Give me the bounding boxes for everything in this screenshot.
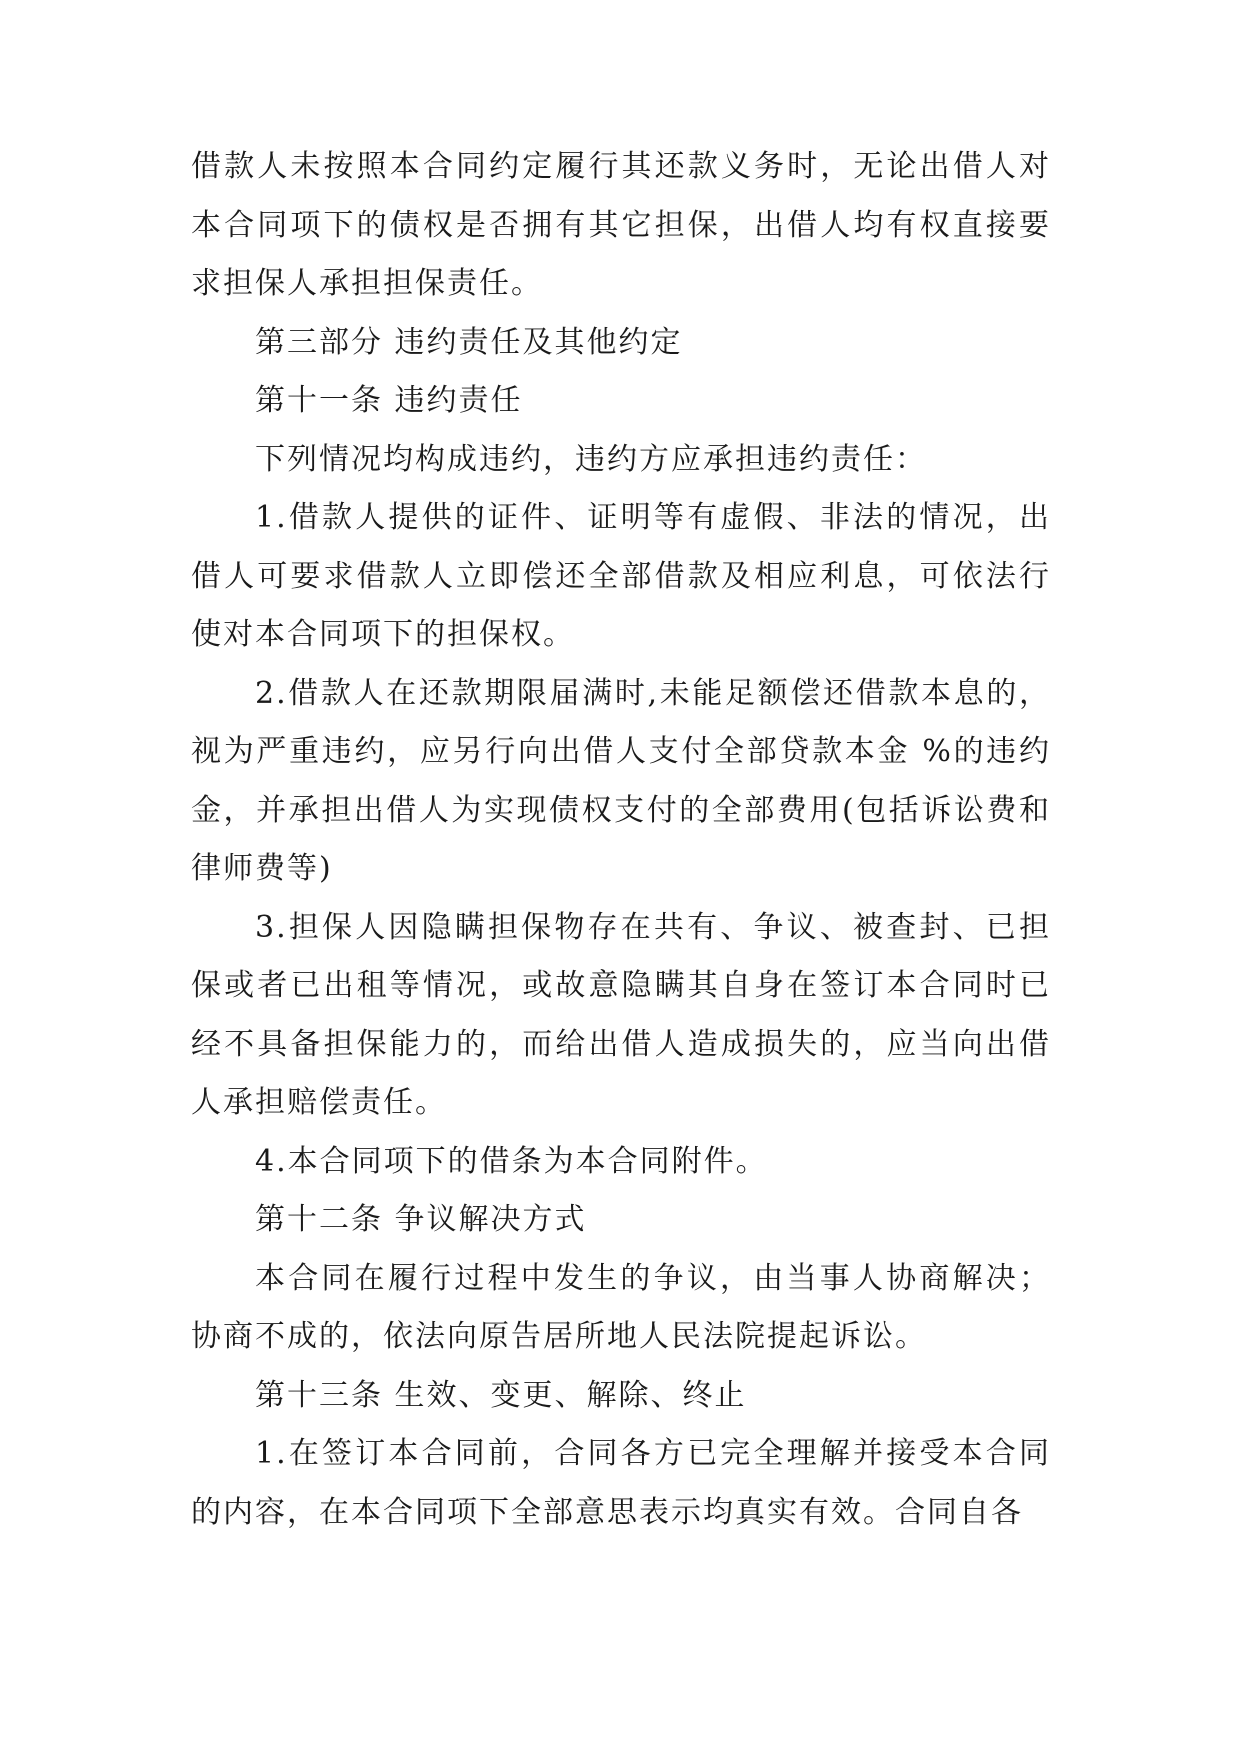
- list-item-breach-4: 4.本合同项下的借条为本合同附件。: [255, 1143, 768, 1179]
- section-heading-part-three: 第三部分 违约责任及其他约定: [255, 324, 683, 360]
- list-item-effect-1: 1.在签订本合同前，合同各方已完全理解并接受本合同的内容，在本合同项下全部意思表示均真实有效。合同自各: [191, 1436, 1051, 1530]
- article-heading-13: 第十三条 生效、变更、解除、终止: [255, 1377, 747, 1413]
- article-heading-11: 第十一条 违约责任: [255, 383, 523, 418]
- document-body: [191, 138, 1051, 1542]
- list-item-breach-2: 2.借款人在还款期限届满时,未能足额偿还借款本息的，视为严重违约，应另行向出借人支付全部贷款本金 %的违约金，并承担出借人为实现债权支付的全部费用(包括诉讼费和律师费等): [191, 675, 1051, 886]
- paragraph-dispute-resolution: 本合同在履行过程中发生的争议，由当事人协商解决；协商不成的，依法向原告居所地人民法院提起诉讼。: [191, 1260, 1051, 1354]
- paragraph-guarantor-liability: 借款人未按照本合同约定履行其还款义务时，无论出借人对本合同项下的债权是否拥有其它担保，出借人均有权直接要求担保人承担担保责任。: [191, 149, 1051, 301]
- list-item-breach-3: 3.担保人因隐瞒担保物存在共有、争议、被查封、已担保或者已出租等情况，或故意隐瞒其自身在签订本合同时已经不具备担保能力的，而给出借人造成损失的，应当向出借人承担赔偿责任。: [191, 909, 1051, 1120]
- article-heading-12: 第十二条 争议解决方式: [255, 1202, 587, 1237]
- list-item-breach-1: 1.借款人提供的证件、证明等有虚假、非法的情况，出借人可要求借款人立即偿还全部借款及相应利息，可依法行使对本合同项下的担保权。: [191, 500, 1051, 652]
- paragraph-breach-intro: 下列情况均构成违约，违约方应承担违约责任：: [255, 441, 927, 477]
